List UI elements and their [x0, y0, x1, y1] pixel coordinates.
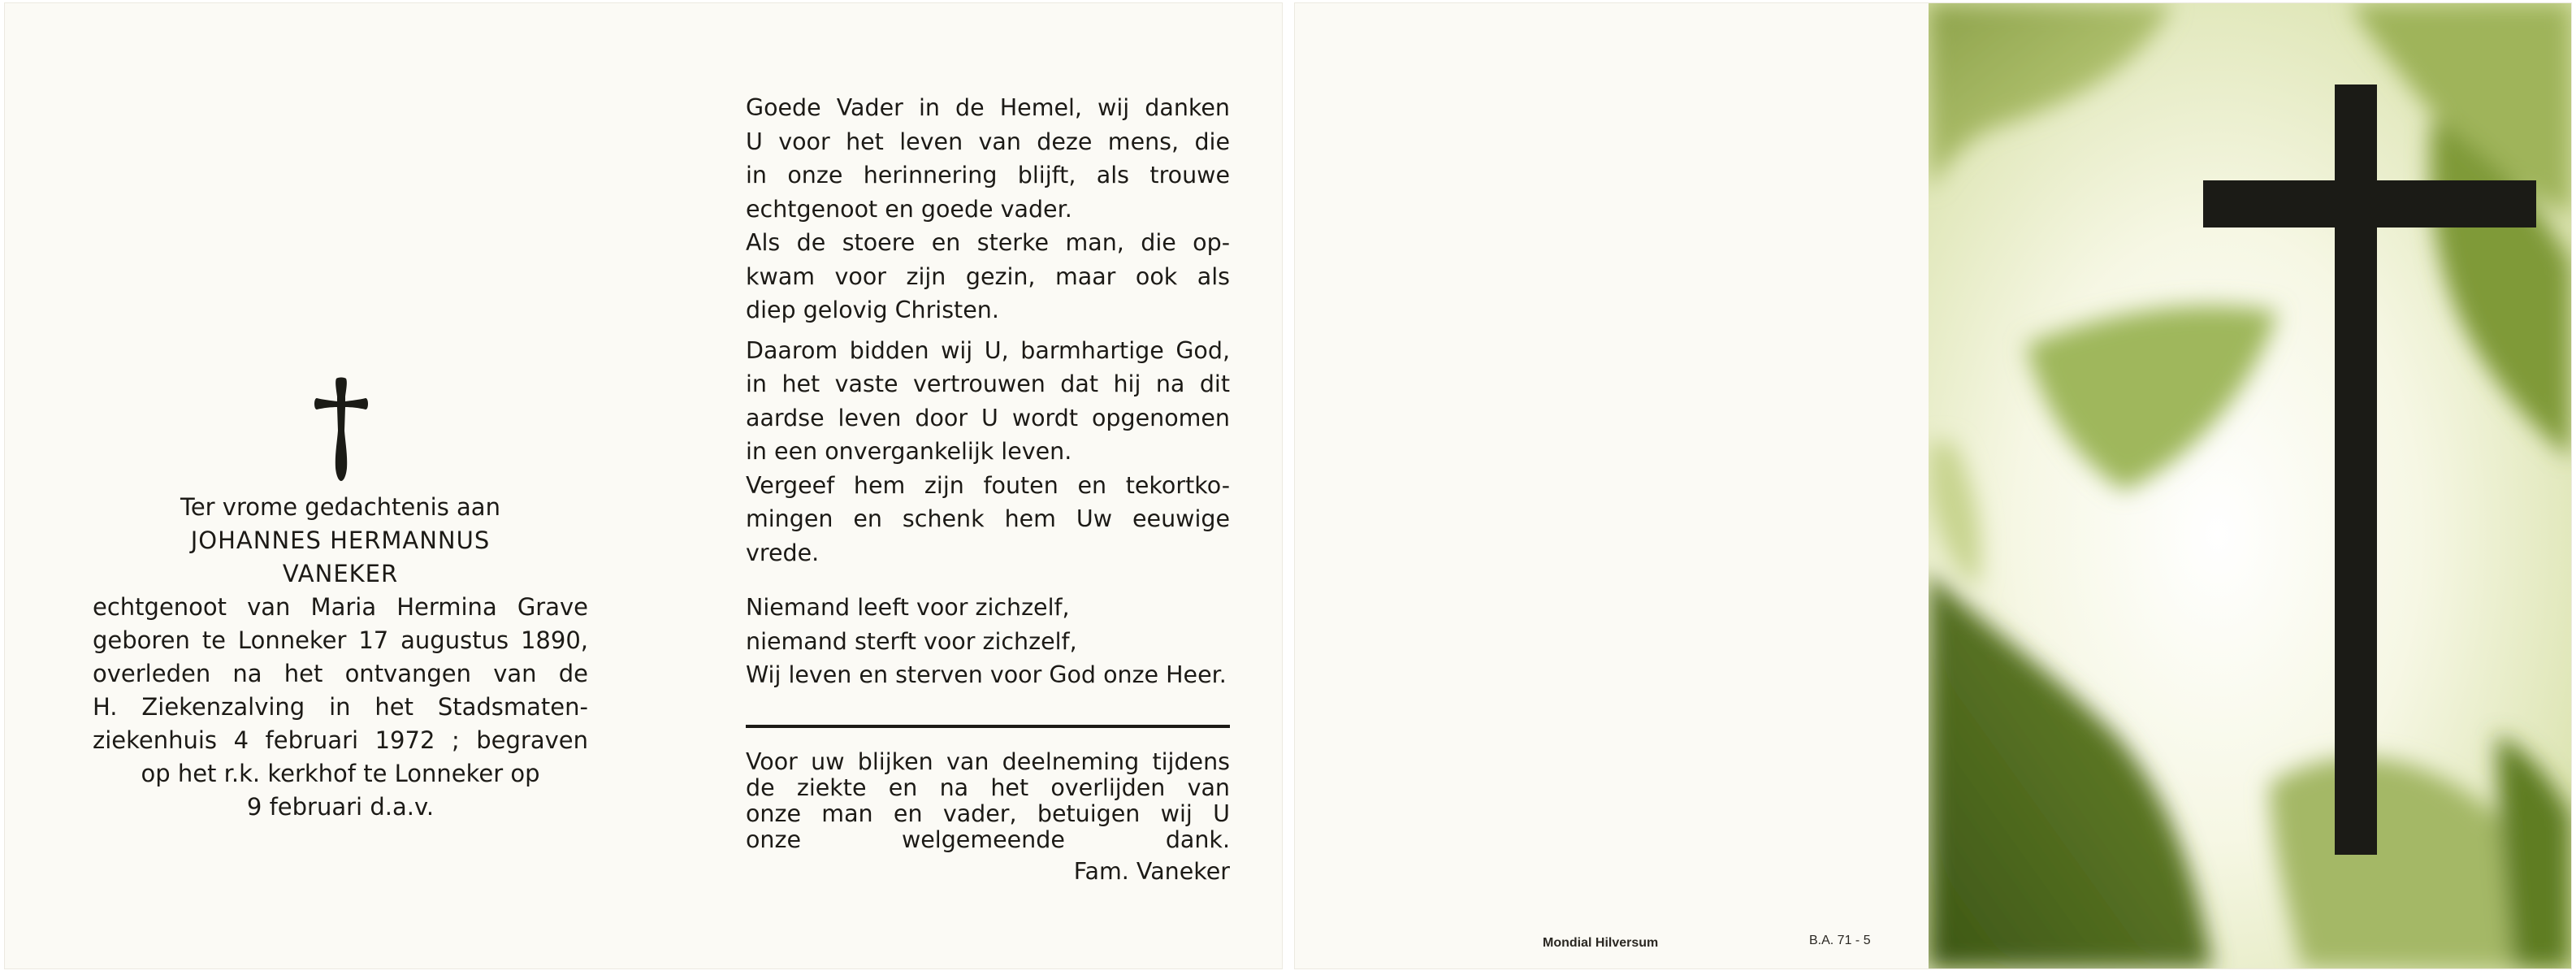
divider-rule: [746, 725, 1230, 728]
thanks-line: de ziekte en na het overlijden van: [746, 774, 1230, 801]
thanks-text: [746, 749, 1230, 885]
deceased-name-line2: VANEKER: [282, 560, 399, 587]
prayer-paragraph-2: [746, 334, 1230, 570]
prayer-line: Vergeef hem zijn fouten en tekortko-: [746, 471, 1230, 499]
prayer-line: U voor het leven van deze mens, die: [746, 128, 1230, 155]
memorial-card-outside: [1295, 3, 2571, 968]
memorial-card-inside: [5, 3, 1282, 968]
detail-line: ziekenhuis 4 februari 1972 ; begraven: [93, 726, 588, 754]
thanks-line: Voor uw blijken van deelneming tijdens: [746, 748, 1230, 775]
detail-line: geboren te Lonneker 17 augustus 1890,: [93, 626, 588, 654]
detail-line: 9 februari d.a.v.: [246, 793, 435, 821]
prayer-line: vrede.: [746, 539, 820, 566]
prayer-line: in een onvergankelijk leven.: [746, 438, 1072, 465]
print-code: B.A. 71 - 5: [1809, 934, 1871, 947]
prayer-line: mingen en schenk hem Uw eeuwige: [746, 505, 1230, 532]
verse-line: Niemand leeft voor zichzelf,: [746, 594, 1070, 621]
prayer-line: echtgenoot en goede vader.: [746, 195, 1072, 223]
family-signature: Fam. Vaneker: [1073, 858, 1230, 885]
cross-photograph: [1929, 3, 2571, 968]
prayer-text: [746, 91, 1230, 692]
spouse-line: echtgenoot van Maria Hermina Grave: [93, 593, 588, 621]
verse-line: niemand sterft voor zichzelf,: [746, 627, 1077, 655]
small-cross-icon: [312, 377, 370, 483]
memorial-intro: Ter vrome gedachtenis aan: [180, 493, 500, 521]
thanks-line: onze welgemeende dank.: [746, 826, 1230, 853]
prayer-line: aardse leven door U wordt opgenomen: [746, 404, 1230, 431]
printer-imprint: Mondial Hilversum: [1543, 936, 1659, 950]
prayer-line: Goede Vader in de Hemel, wij danken: [746, 94, 1230, 121]
verse-line: Wij leven en sterven voor God onze Heer.: [746, 661, 1227, 688]
prayer-line: in het vaste vertrouwen dat hij na dit: [746, 370, 1230, 397]
verse: [746, 591, 1230, 692]
prayer-line: kwam voor zijn gezin, maar ook als: [746, 262, 1230, 290]
memorial-text: [93, 489, 588, 824]
detail-line: H. Ziekenzalving in het Stadsmaten-: [93, 693, 588, 721]
prayer-paragraph-1: [746, 91, 1230, 327]
prayer-line: in onze herinnering blijft, als trouwe: [746, 162, 1230, 188]
prayer-line: Als de stoere en sterke man, die op-: [746, 229, 1230, 256]
prayer-line: diep gelovig Christen.: [746, 297, 999, 323]
detail-line: overleden na het ontvangen van de: [93, 660, 588, 687]
prayer-line: Daarom bidden wij U, barmhartige God,: [746, 336, 1230, 364]
thanks-line: onze man en vader, betuigen wij U: [746, 800, 1230, 827]
deceased-name-line1: JOHANNES HERMANNUS: [190, 526, 491, 554]
detail-line: op het r.k. kerkhof te Lonneker op: [141, 760, 540, 787]
